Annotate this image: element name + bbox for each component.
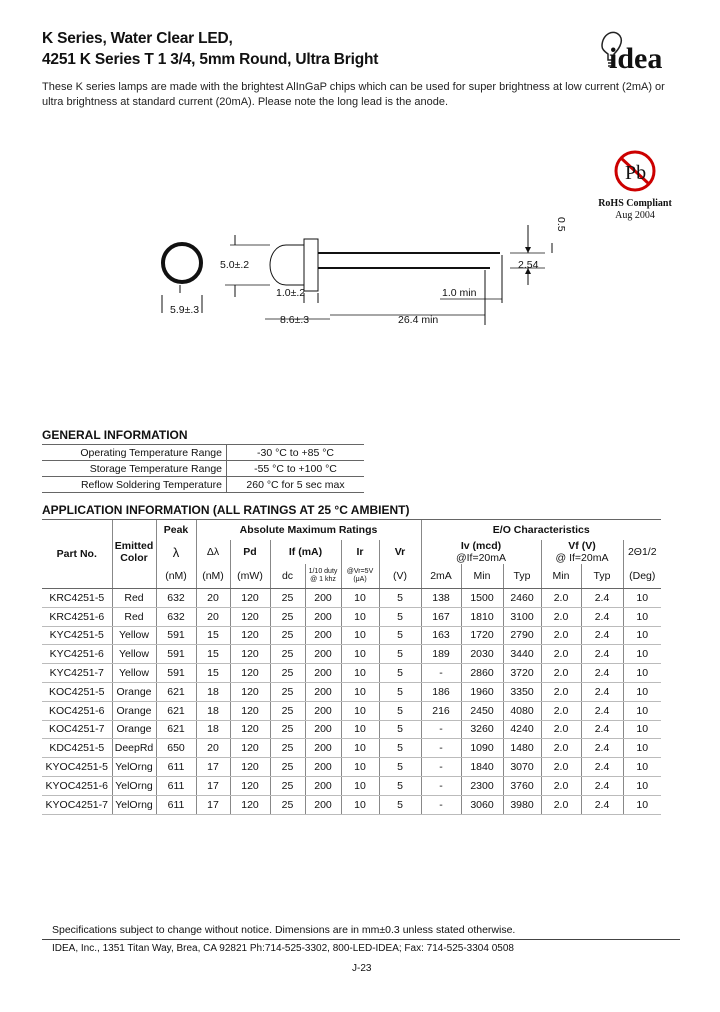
table-cell: YelOrng	[112, 795, 156, 814]
table-cell: 10	[623, 795, 661, 814]
table-cell: 632	[156, 589, 196, 608]
table-cell: 2.0	[541, 607, 581, 626]
th-unit-typ: Typ	[503, 564, 541, 589]
table-cell: 2.0	[541, 664, 581, 683]
table-cell: 2.0	[541, 795, 581, 814]
dim-lead-thickness: 0.5	[555, 217, 567, 232]
table-cell: KYC4251-5	[42, 626, 112, 645]
dim-lead-diff: 1.0 min	[442, 287, 477, 299]
table-cell: 15	[196, 664, 230, 683]
table-cell: 200	[305, 645, 341, 664]
th-delta-lambda: Δλ	[196, 540, 230, 564]
th-unit-2ma: 2mA	[421, 564, 461, 589]
th-unit-min: Min	[461, 564, 503, 589]
svg-text:idea: idea	[609, 42, 663, 74]
table-cell: KYOC4251-6	[42, 776, 112, 795]
table-cell: 120	[230, 739, 270, 758]
table-row	[42, 589, 661, 608]
table-cell: KRC4251-5	[42, 589, 112, 608]
table-cell: -	[421, 739, 461, 758]
table-cell: 10	[623, 626, 661, 645]
table-cell: -	[421, 758, 461, 777]
table-cell: 25	[270, 664, 305, 683]
table-cell: 2790	[503, 626, 541, 645]
table-cell: 10	[341, 701, 379, 720]
table-cell: 3070	[503, 758, 541, 777]
table-cell: KYOC4251-7	[42, 795, 112, 814]
table-cell: 10	[341, 645, 379, 664]
table-cell: Red	[112, 607, 156, 626]
table-cell: 25	[270, 607, 305, 626]
table-cell: 200	[305, 776, 341, 795]
footer-divider	[42, 939, 680, 940]
table-cell: 10	[341, 758, 379, 777]
table-cell: 2.4	[581, 645, 623, 664]
table-cell: 2860	[461, 664, 503, 683]
table-cell: 5	[379, 701, 421, 720]
table-cell: 120	[230, 776, 270, 795]
table-cell: -	[421, 795, 461, 814]
table-cell: 10	[341, 626, 379, 645]
table-cell: KOC4251-5	[42, 682, 112, 701]
table-cell: 1840	[461, 758, 503, 777]
table-cell: 163	[421, 626, 461, 645]
table-cell: 3350	[503, 682, 541, 701]
table-row	[42, 461, 364, 477]
table-cell: 25	[270, 758, 305, 777]
table-cell: 2.0	[541, 701, 581, 720]
table-cell: 611	[156, 776, 196, 795]
no-lead-icon	[612, 148, 658, 194]
table-cell: 10	[623, 607, 661, 626]
table-cell: 120	[230, 607, 270, 626]
page-number: J-23	[352, 963, 372, 974]
gen-value: 260 °C for 5 sec max	[227, 477, 365, 493]
table-cell: 189	[421, 645, 461, 664]
rohs-line2: Aug 2004	[615, 210, 655, 221]
table-cell: 5	[379, 645, 421, 664]
gen-label: Reflow Soldering Temperature	[42, 477, 227, 493]
th-vf: Vf (V)	[568, 540, 596, 552]
table-row	[42, 701, 661, 720]
table-row	[42, 776, 661, 795]
table-cell: 200	[305, 589, 341, 608]
table-cell: 200	[305, 739, 341, 758]
table-cell: 2.4	[581, 607, 623, 626]
led-dimension-drawing	[140, 195, 580, 345]
table-cell: 5	[379, 776, 421, 795]
table-cell: 10	[623, 776, 661, 795]
table-cell: 25	[270, 776, 305, 795]
application-info-title: APPLICATION INFORMATION (ALL RATINGS AT 25 °C AMBIENT)	[42, 503, 410, 517]
table-cell: 200	[305, 701, 341, 720]
table-cell: Orange	[112, 682, 156, 701]
footer-note: Specifications subject to change without notice. Dimensions are in mm±0.3 unless stated otherwise.	[52, 924, 516, 936]
table-cell: 3760	[503, 776, 541, 795]
table-cell: 2030	[461, 645, 503, 664]
th-peak: Peak	[156, 520, 196, 541]
table-cell: 25	[270, 795, 305, 814]
table-cell: 10	[341, 795, 379, 814]
table-cell: -	[421, 664, 461, 683]
th-iv-cond: @If=20mA	[455, 552, 507, 564]
table-cell: 18	[196, 682, 230, 701]
table-cell: 2.0	[541, 626, 581, 645]
dim-flange-diameter: 5.9±.3	[170, 304, 200, 316]
table-cell: 2.4	[581, 795, 623, 814]
table-cell: 167	[421, 607, 461, 626]
table-cell: 25	[270, 589, 305, 608]
table-cell: 120	[230, 645, 270, 664]
table-cell: KYC4251-6	[42, 645, 112, 664]
led-flange	[304, 239, 318, 291]
table-cell: 18	[196, 720, 230, 739]
table-cell: 20	[196, 739, 230, 758]
rohs-line1: RoHS Compliant	[598, 198, 672, 209]
dim-lead-length: 26.4 min	[398, 314, 439, 326]
table-cell: 10	[341, 776, 379, 795]
th-lambda: λ	[156, 540, 196, 564]
th-if: If (mA)	[270, 540, 341, 564]
gen-value: -55 °C to +100 °C	[227, 461, 365, 477]
table-cell: 3100	[503, 607, 541, 626]
table-cell: 4080	[503, 701, 541, 720]
table-cell: Yellow	[112, 664, 156, 683]
table-cell: 120	[230, 589, 270, 608]
table-cell: 10	[623, 645, 661, 664]
th-theta: 2Θ1/2	[623, 540, 661, 564]
table-cell: 2.0	[541, 589, 581, 608]
intro-text: These K series lamps are made with the brightest AlInGaP chips which can be used for super brightness at low current (2mA) or ultra brightness at standard current (20mA). Please note the long lead is the anode.	[42, 81, 665, 108]
table-cell: 10	[341, 664, 379, 683]
table-row	[42, 664, 661, 683]
table-cell: 2.4	[581, 720, 623, 739]
table-cell: 20	[196, 607, 230, 626]
table-cell: 2.4	[581, 776, 623, 795]
table-cell: 5	[379, 589, 421, 608]
table-cell: 611	[156, 758, 196, 777]
table-cell: 10	[623, 682, 661, 701]
th-vr: Vr	[379, 540, 421, 564]
table-cell: 200	[305, 720, 341, 739]
th-iv: Iv (mcd)	[460, 540, 502, 552]
table-row	[42, 626, 661, 645]
table-cell: 10	[341, 589, 379, 608]
table-cell: 10	[341, 607, 379, 626]
table-cell: KDC4251-5	[42, 739, 112, 758]
table-cell: 10	[623, 664, 661, 683]
table-cell: 1960	[461, 682, 503, 701]
table-cell: -	[421, 776, 461, 795]
table-cell: 3980	[503, 795, 541, 814]
table-cell: 2.4	[581, 739, 623, 758]
table-cell: YelOrng	[112, 758, 156, 777]
table-cell: 25	[270, 626, 305, 645]
table-cell: 2.0	[541, 682, 581, 701]
table-cell: 25	[270, 645, 305, 664]
table-cell: 120	[230, 701, 270, 720]
table-cell: 17	[196, 758, 230, 777]
table-row	[42, 477, 364, 493]
table-cell: 1720	[461, 626, 503, 645]
table-cell: 632	[156, 607, 196, 626]
th-unit-dc: dc	[270, 564, 305, 589]
th-unit-v: (V)	[379, 564, 421, 589]
table-cell: 200	[305, 626, 341, 645]
th-emitted-color: Emitted Color	[112, 540, 156, 564]
table-cell: 17	[196, 776, 230, 795]
dim-lens-diameter: 5.0±.2	[220, 259, 250, 271]
gen-label: Operating Temperature Range	[42, 445, 227, 461]
table-cell: Red	[112, 589, 156, 608]
table-cell: 10	[623, 589, 661, 608]
table-cell: 10	[341, 682, 379, 701]
table-cell: 5	[379, 664, 421, 683]
th-unit-nm: (nM)	[196, 564, 230, 589]
th-unit-mw: (mW)	[230, 564, 270, 589]
th-unit-deg: (Deg)	[623, 564, 661, 589]
th-eo: E/O Characteristics	[421, 520, 661, 541]
table-cell: 2.0	[541, 720, 581, 739]
table-cell: 1480	[503, 739, 541, 758]
table-cell: 18	[196, 701, 230, 720]
th-unit-nm: (nM)	[156, 564, 196, 589]
table-cell: 2450	[461, 701, 503, 720]
table-row	[42, 739, 661, 758]
led-end-view	[163, 244, 201, 282]
table-cell: 5	[379, 607, 421, 626]
idea-logo	[596, 24, 680, 74]
table-cell: 200	[305, 682, 341, 701]
table-cell: KRC4251-6	[42, 607, 112, 626]
footer-address: IDEA, Inc., 1351 Titan Way, Brea, CA 92821 Ph:714-525-3302, 800-LED-IDEA; Fax: 714-525-3304 0508	[52, 943, 514, 954]
table-cell: 5	[379, 739, 421, 758]
table-cell: 120	[230, 795, 270, 814]
table-cell: 1090	[461, 739, 503, 758]
table-cell: 591	[156, 645, 196, 664]
table-cell: 5	[379, 626, 421, 645]
table-cell: Orange	[112, 720, 156, 739]
dim-lead-pitch: 2.54	[518, 259, 539, 271]
table-row	[42, 758, 661, 777]
table-cell: 2.4	[581, 664, 623, 683]
table-cell: 1500	[461, 589, 503, 608]
table-cell: Yellow	[112, 626, 156, 645]
table-cell: 2.4	[581, 758, 623, 777]
th-pd: Pd	[230, 540, 270, 564]
table-cell: 200	[305, 758, 341, 777]
th-abs-max: Absolute Maximum Ratings	[196, 520, 421, 541]
table-cell: 120	[230, 758, 270, 777]
gen-value: -30 °C to +85 °C	[227, 445, 365, 461]
th-unit-pulse: 1/10 duty @ 1 khz	[305, 564, 341, 589]
table-cell: 10	[623, 720, 661, 739]
th-unit-min: Min	[541, 564, 581, 589]
table-row	[42, 607, 661, 626]
table-cell: 216	[421, 701, 461, 720]
title-line-1: K Series, Water Clear LED,	[42, 30, 233, 47]
table-cell: 17	[196, 795, 230, 814]
table-row	[42, 795, 661, 814]
table-cell: 15	[196, 645, 230, 664]
th-unit-typ: Typ	[581, 564, 623, 589]
table-cell: 20	[196, 589, 230, 608]
table-cell: 1810	[461, 607, 503, 626]
table-cell: 621	[156, 682, 196, 701]
table-cell: -	[421, 720, 461, 739]
table-cell: 2.4	[581, 682, 623, 701]
table-row	[42, 720, 661, 739]
table-cell: 25	[270, 682, 305, 701]
table-cell: 650	[156, 739, 196, 758]
table-cell: 10	[341, 720, 379, 739]
table-cell: 25	[270, 739, 305, 758]
table-cell: 2.4	[581, 701, 623, 720]
table-cell: 5	[379, 682, 421, 701]
table-cell: 2.0	[541, 758, 581, 777]
table-cell: KYOC4251-5	[42, 758, 112, 777]
title-line-2: 4251 K Series T 1 3/4, 5mm Round, Ultra Bright	[42, 51, 379, 68]
table-cell: 5	[379, 758, 421, 777]
table-cell: DeepRd	[112, 739, 156, 758]
table-cell: 591	[156, 626, 196, 645]
table-cell: 138	[421, 589, 461, 608]
table-row	[42, 645, 661, 664]
table-cell: 120	[230, 682, 270, 701]
table-cell: 2.4	[581, 589, 623, 608]
table-cell: 200	[305, 795, 341, 814]
lightbulb-logo-icon	[596, 24, 680, 74]
table-cell: 3440	[503, 645, 541, 664]
table-cell: 15	[196, 626, 230, 645]
pb-symbol: Pb	[625, 162, 647, 184]
table-cell: 200	[305, 607, 341, 626]
table-cell: 120	[230, 626, 270, 645]
rohs-badge	[590, 148, 680, 222]
table-cell: 611	[156, 795, 196, 814]
general-info-table	[42, 444, 364, 493]
table-cell: 5	[379, 720, 421, 739]
table-cell: YelOrng	[112, 776, 156, 795]
table-cell: 10	[623, 739, 661, 758]
table-cell: 120	[230, 720, 270, 739]
table-cell: 186	[421, 682, 461, 701]
table-cell: 5	[379, 795, 421, 814]
table-cell: 621	[156, 701, 196, 720]
dim-flange-thickness: 1.0±.2	[276, 287, 306, 299]
table-cell: 2.0	[541, 645, 581, 664]
table-cell: 10	[623, 758, 661, 777]
table-cell: 200	[305, 664, 341, 683]
table-cell: 2300	[461, 776, 503, 795]
table-cell: KYC4251-7	[42, 664, 112, 683]
th-ir: Ir	[341, 540, 379, 564]
th-vf-cond: @ If=20mA	[555, 552, 609, 564]
th-unit-ir: @Vr=5V (μA)	[341, 564, 379, 589]
table-cell: 120	[230, 664, 270, 683]
table-row	[42, 682, 661, 701]
table-cell: 3060	[461, 795, 503, 814]
table-cell: Orange	[112, 701, 156, 720]
gen-label: Storage Temperature Range	[42, 461, 227, 477]
dim-body-length: 8.6±.3	[280, 314, 310, 326]
general-info-title: GENERAL INFORMATION	[42, 428, 188, 442]
th-part-no: Part No.	[42, 520, 112, 589]
table-cell: KOC4251-6	[42, 701, 112, 720]
table-cell: 3720	[503, 664, 541, 683]
table-cell: 3260	[461, 720, 503, 739]
table-cell: 2.4	[581, 626, 623, 645]
table-cell: 4240	[503, 720, 541, 739]
table-cell: Yellow	[112, 645, 156, 664]
table-cell: 25	[270, 701, 305, 720]
led-lens	[270, 245, 304, 285]
table-cell: 2.0	[541, 739, 581, 758]
table-cell: 25	[270, 720, 305, 739]
table-cell: KOC4251-7	[42, 720, 112, 739]
table-cell: 2460	[503, 589, 541, 608]
table-cell: 591	[156, 664, 196, 683]
table-cell: 621	[156, 720, 196, 739]
table-cell: 10	[341, 739, 379, 758]
table-cell: 2.0	[541, 776, 581, 795]
table-cell: 10	[623, 701, 661, 720]
table-row	[42, 445, 364, 461]
application-info-table	[42, 519, 661, 815]
